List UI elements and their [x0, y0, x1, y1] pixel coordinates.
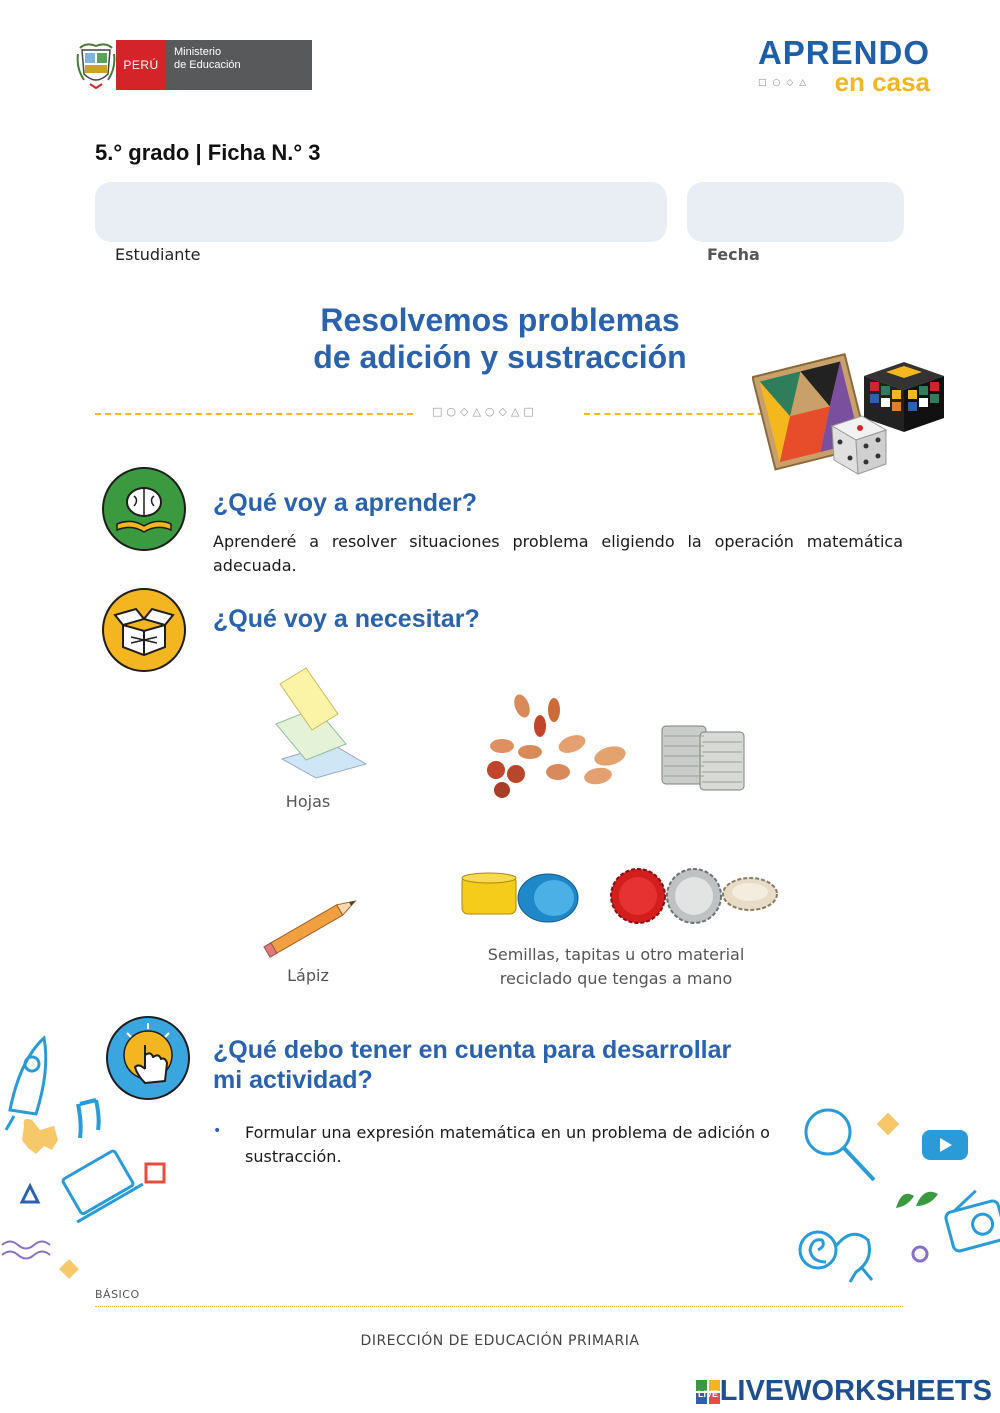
- liveworksheets-logo-icon: [696, 1380, 720, 1404]
- consider-bullet-item: [213, 1121, 803, 1169]
- title-line-1: Resolvemos problemas: [320, 302, 680, 338]
- aprendo-en-casa-logo: [757, 34, 930, 97]
- divider-shapes-decoration: □○◇△○◇△□: [432, 405, 538, 418]
- ministry-line-1: Ministerio: [174, 46, 222, 58]
- seeds-icon: [482, 690, 638, 802]
- open-box-icon: [101, 587, 187, 673]
- need-heading: ¿Qué voy a necesitar?: [213, 605, 480, 633]
- level-label: BÁSICO: [95, 1288, 140, 1301]
- aprendo-logo-line-1: APRENDO: [757, 34, 930, 71]
- footer-divider: [95, 1306, 903, 1307]
- learn-heading: ¿Qué voy a aprender?: [213, 489, 477, 517]
- right-doodles-decoration: [792, 1100, 1000, 1290]
- date-field[interactable]: [687, 182, 904, 242]
- bottle-caps-icon: [458, 866, 780, 926]
- liveworksheets-text: LIVEWORKSHEETS: [719, 1375, 992, 1407]
- consider-heading: [213, 1035, 833, 1095]
- math-games-illustration: [752, 350, 952, 480]
- logo-shapes-decoration: □○◇△: [757, 78, 813, 88]
- page-title: [180, 302, 820, 376]
- pencil-caption: Lápiz: [287, 966, 329, 985]
- materials-caption: [466, 943, 766, 991]
- metal-cans-icon: [660, 720, 746, 792]
- dashed-divider-right: [584, 413, 774, 415]
- title-line-2: de adición y sustracción: [313, 339, 687, 375]
- ministry-label: [166, 40, 312, 90]
- grade-label: 5.° grado | Ficha N.° 3: [95, 140, 321, 165]
- liveworksheets-brand: [696, 1375, 992, 1408]
- ministry-logo: [76, 40, 312, 90]
- consider-heading-line-2: mi actividad?: [213, 1066, 373, 1094]
- dashed-divider-left: [95, 413, 413, 415]
- sheets-caption: Hojas: [285, 792, 331, 811]
- consider-heading-line-1: ¿Qué debo tener en cuenta para desarrollar: [213, 1036, 732, 1064]
- aprendo-logo-line-2: en casa: [834, 67, 930, 97]
- peru-label: PERÚ: [116, 40, 166, 90]
- learn-text: Aprenderé a resolver situaciones problema eligiendo la operación matemática adecuada.: [213, 532, 903, 575]
- national-crest-icon: [76, 40, 116, 90]
- bullet-icon: •: [213, 1123, 222, 1139]
- student-name-field[interactable]: [95, 182, 667, 242]
- paper-sheets-icon: [262, 664, 372, 784]
- pencil-icon: [258, 894, 366, 958]
- left-doodles-decoration: [0, 1030, 175, 1285]
- footer-direction: DIRECCIÓN DE EDUCACIÓN PRIMARIA: [360, 1333, 640, 1349]
- ministry-line-2: de Educación: [174, 59, 241, 71]
- consider-bullet-text: Formular una expresión matemática en un problema de adición o sustracción.: [245, 1123, 770, 1166]
- materials-caption-line-2: reciclado que tengas a mano: [499, 969, 733, 988]
- student-field-label: Estudiante: [115, 245, 201, 264]
- brand-badge-text: LIVE: [697, 1388, 718, 1399]
- date-field-label: Fecha: [707, 245, 760, 264]
- brain-book-icon: [101, 466, 187, 552]
- materials-caption-line-1: Semillas, tapitas u otro material: [487, 945, 745, 964]
